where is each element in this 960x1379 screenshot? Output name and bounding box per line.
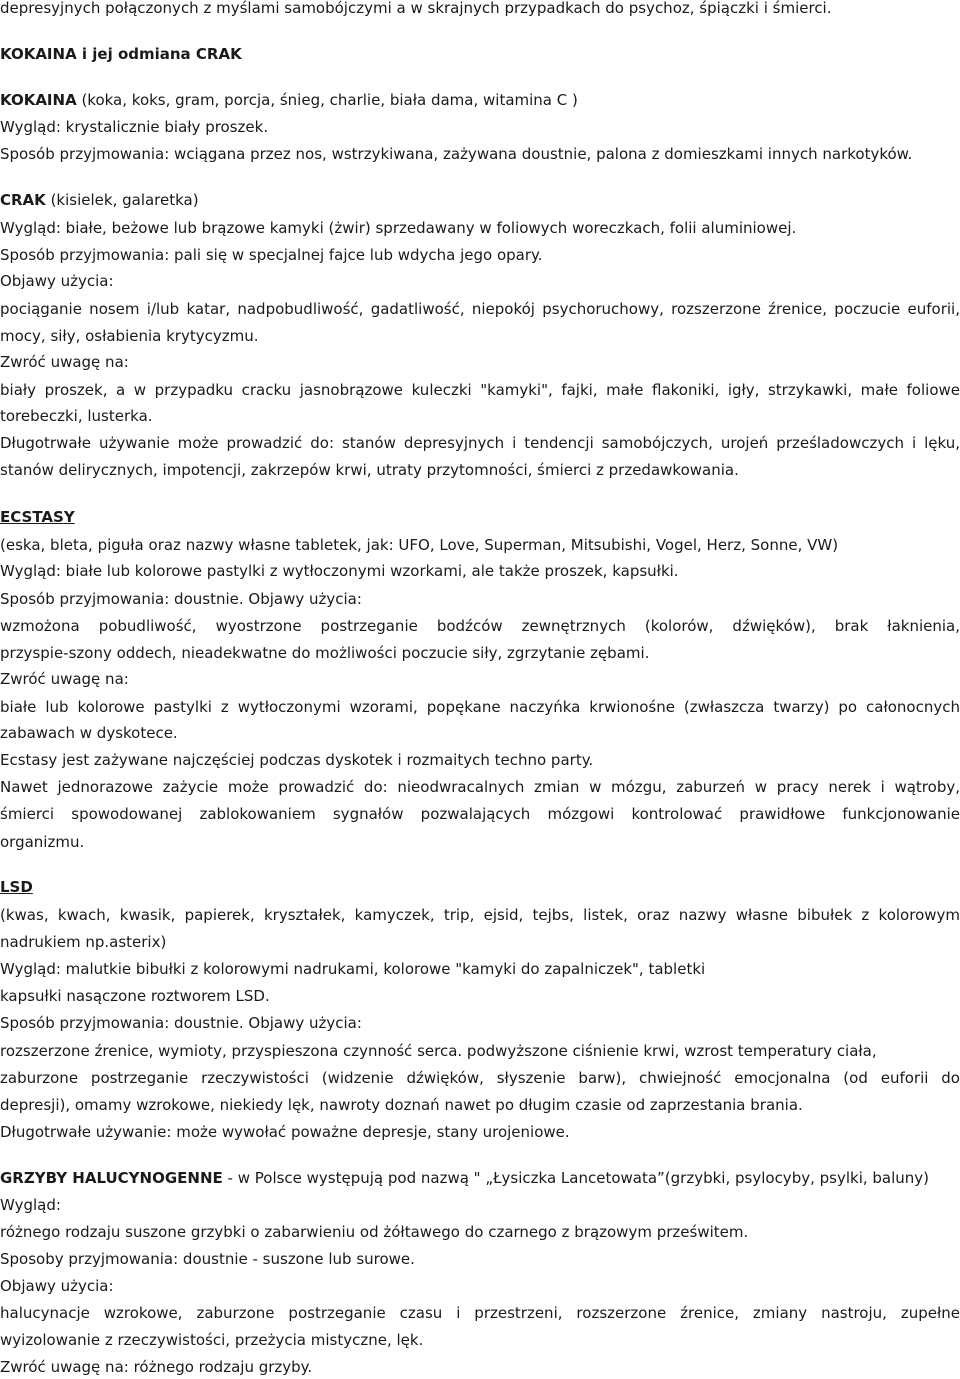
text-span: (koka, koks, gram, porcja, śnieg, charlie, biała dama, witamina C ): [76, 91, 578, 109]
text-line-justified: białe lub kolorowe pastylki z wytłoczonymi wzorami, popękane naczyńka krwionośne (zwłaszcza twarzy) po całonocnych: [0, 698, 960, 716]
text-line-justified: śmierci spowodowanej zablokowaniem sygnałów pozwalających mózgowi kontrolować prawidłowe funkcjonowanie: [0, 805, 960, 823]
text-line: Sposób przyjmowania: doustnie. Objawy użycia:: [0, 590, 362, 608]
term-kokaina: KOKAINA: [0, 91, 77, 109]
text-line-justified: (kwas, kwach, kwasik, papierek, kryształek, kamyczek, trip, ejsid, tejbs, listek, oraz nazwy własne bibułek z kolorowym: [0, 906, 960, 924]
text-line: [0, 1168, 960, 1188]
text-line: Długotrwałe używanie: może wywołać poważne depresje, stany urojeniowe.: [0, 1123, 570, 1141]
text-line: Zwróć uwagę na:: [0, 670, 129, 688]
text-line: Wygląd:: [0, 1196, 61, 1214]
text-span: - w Polsce występują pod nazwą " „Łysiczka Lancetowata”(grzybki, psylocyby, psylki, baluny): [222, 1169, 930, 1187]
text-line: kapsułki nasączone roztworem LSD.: [0, 987, 270, 1005]
text-line: Wygląd: krystalicznie biały proszek.: [0, 118, 269, 136]
text-line: [0, 190, 960, 210]
text-line-justified: halucynacje wzrokowe, zaburzone postrzeganie czasu i przestrzeni, rozszerzone źrenice, zmiany nastroju, zupełne: [0, 1304, 960, 1322]
text-line: Sposób przyjmowania: doustnie. Objawy użycia:: [0, 1014, 362, 1032]
text-line: depresyjnych połączonych z myślami samobójczymi a w skrajnych przypadkach do psychoz, śpiączki i śmierci.: [0, 0, 832, 17]
text-line: (eska, bleta, piguła oraz nazwy własne tabletek, jak: UFO, Love, Superman, Mitsubishi, Vogel, Herz, Sonne, VW): [0, 536, 839, 554]
term-crak: CRAK: [0, 191, 46, 209]
text-line: wyizolowanie z rzeczywistości, przeżycia mistyczne, lęk.: [0, 1331, 424, 1349]
text-line: Sposób przyjmowania: wciągana przez nos, wstrzykiwana, zażywana doustnie, palona z domieszkami innych narkotyków.: [0, 145, 913, 163]
text-line: Wygląd: białe, beżowe lub brązowe kamyki (żwir) sprzedawany w foliowych woreczkach, folii aluminiowej.: [0, 219, 797, 237]
text-line-justified: Nawet jednorazowe zażycie może prowadzić do: nieodwracalnych zmian w mózgu, zaburzeń w pracy nerek i wątroby,: [0, 778, 960, 796]
text-line-justified: zaburzone postrzeganie rzeczywistości (widzenie dźwięków, słyszenie barw), chwiejność emocjonalna (od euforii do: [0, 1069, 960, 1087]
text-line: Zwróć uwagę na:: [0, 353, 129, 371]
text-line: Objawy użycia:: [0, 272, 114, 290]
text-line-justified: wzmożona pobudliwość, wyostrzone postrzeganie bodźców zewnętrznych (kolorów, dźwięków), brak łaknienia,: [0, 617, 960, 635]
text-line: różnego rodzaju suszone grzybki o zabarwieniu od żółtawego do czarnego z brązowym prześwitem.: [0, 1223, 749, 1241]
text-line: Ecstasy jest zażywane najczęściej podczas dyskotek i rozmaitych techno party.: [0, 751, 594, 769]
section-heading-grzyby: GRZYBY HALUCYNOGENNE: [0, 1169, 223, 1187]
text-line: [0, 90, 960, 110]
text-line: rozszerzone źrenice, wymioty, przyspieszona czynność serca. podwyższone ciśnienie krwi, wzrost temperatury ciała,: [0, 1042, 877, 1060]
section-heading-kokaina: KOKAINA i jej odmiana CRAK: [0, 45, 242, 63]
text-line: Zwróć uwagę na: różnego rodzaju grzyby.: [0, 1358, 313, 1376]
text-line: Sposób przyjmowania: pali się w specjalnej fajce lub wdycha jego opary.: [0, 246, 543, 264]
text-span: (kisielek, galaretka): [45, 191, 199, 209]
text-line-justified: Długotrwałe używanie może prowadzić do: stanów depresyjnych i tendencji samobójczych, urojeń prześladowczych i lęku,: [0, 434, 960, 452]
text-line: stanów delirycznych, impotencji, zakrzepów krwi, utraty przytomności, śmierci z przedawkowania.: [0, 461, 739, 479]
text-line: przyspie-szony oddech, nieadekwatne do możliwości poczucie siły, zgrzytanie zębami.: [0, 644, 650, 662]
text-line: organizmu.: [0, 833, 85, 851]
text-line: nadrukiem np.asterix): [0, 933, 167, 951]
text-line: Wygląd: malutkie bibułki z kolorowymi nadrukami, kolorowe "kamyki do zapalniczek", tabletki: [0, 960, 706, 978]
text-line: depresji), omamy wzrokowe, niekiedy lęk, nawroty doznań nawet po długim czasie od zaprzestania brania.: [0, 1096, 803, 1114]
text-line: zabawach w dyskotece.: [0, 724, 178, 742]
text-line-justified: pociąganie nosem i/lub katar, nadpobudliwość, gadatliwość, niepokój psychoruchowy, rozszerzone źrenice, poczucie euforii,: [0, 300, 960, 318]
text-line-justified: biały proszek, a w przypadku cracku jasnobrązowe kuleczki "kamyki", fajki, małe flakoniki, igły, strzykawki, małe foliowe: [0, 381, 960, 399]
text-line: Sposoby przyjmowania: doustnie - suszone lub surowe.: [0, 1250, 415, 1268]
text-line: torebeczki, lusterka.: [0, 407, 153, 425]
text-line: mocy, siły, osłabienia krytycyzmu.: [0, 327, 259, 345]
section-heading-lsd: LSD: [0, 878, 33, 896]
text-line: Wygląd: białe lub kolorowe pastylki z wytłoczonymi wzorkami, ale także proszek, kapsułki.: [0, 562, 679, 580]
text-line: Objawy użycia:: [0, 1277, 114, 1295]
section-heading-ecstasy: ECSTASY: [0, 508, 75, 526]
